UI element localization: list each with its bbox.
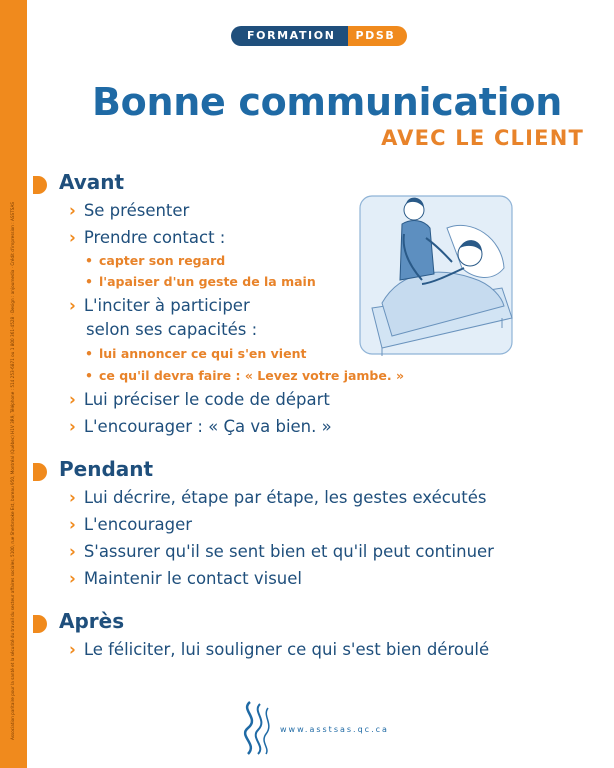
badge-formation: FORMATION [231, 26, 348, 46]
section-marker [33, 615, 47, 633]
asstsas-logo-icon [236, 698, 276, 758]
section-marker [33, 176, 47, 194]
page-title: Bonne communication [92, 80, 562, 124]
caregiver-patient-illustration [352, 188, 518, 358]
list-item: › Se présenter [69, 201, 190, 220]
formation-badge [231, 26, 407, 46]
list-item: › L'encourager [69, 515, 193, 534]
badge-pdsb: PDSB [348, 26, 408, 46]
list-item: › S'assurer qu'il se sent bien et qu'il peut continuer [69, 542, 494, 561]
section-heading-apres: Après [59, 609, 125, 633]
sub-item: • capter son regard [85, 253, 226, 268]
chevron-right-icon: › [69, 201, 76, 220]
list-item: › Le féliciter, lui souligner ce qui s'est bien déroulé [69, 640, 490, 659]
list-item-continuation: selon ses capacités : [86, 320, 258, 339]
chevron-right-icon: › [69, 417, 76, 436]
section-marker [33, 463, 47, 481]
list-item: › L'inciter à participer [69, 296, 250, 315]
bullet-icon: • [85, 274, 93, 289]
chevron-right-icon: › [69, 228, 76, 247]
chevron-right-icon: › [69, 390, 76, 409]
section-heading-avant: Avant [59, 170, 125, 194]
list-item: › Maintenir le contact visuel [69, 569, 303, 588]
sub-item: • l'apaiser d'un geste de la main [85, 274, 316, 289]
sidebar-fine-print: Association paritaire pour la santé et la sécurité du travail du secteur affaires sociales, 5100, rue Sherbrooke Est, bureau 950, Montréal (Québec) H1V 3R9, Téléphone : 514 253-6871 ou 1 800 361-4528 · Design : anjoumedia · Crédit d'impression : ASSTSAS [10, 201, 15, 740]
bullet-icon: • [85, 346, 93, 361]
chevron-right-icon: › [69, 640, 76, 659]
bullet-icon: • [85, 368, 93, 383]
left-orange-bar [0, 0, 27, 768]
bullet-icon: • [85, 253, 93, 268]
chevron-right-icon: › [69, 569, 76, 588]
list-item: › Lui préciser le code de départ [69, 390, 330, 409]
sub-item: • ce qu'il devra faire : « Levez votre jambe. » [85, 368, 405, 383]
chevron-right-icon: › [69, 488, 76, 507]
list-item: › Lui décrire, étape par étape, les gestes exécutés [69, 488, 487, 507]
list-item: › Prendre contact : [69, 228, 226, 247]
chevron-right-icon: › [69, 515, 76, 534]
sub-item: • lui annoncer ce qui s'en vient [85, 346, 307, 361]
chevron-right-icon: › [69, 542, 76, 561]
section-heading-pendant: Pendant [59, 457, 154, 481]
list-item: › L'encourager : « Ça va bien. » [69, 417, 332, 436]
page-subtitle: AVEC LE CLIENT [381, 126, 584, 150]
footer-url: www.asstsas.qc.ca [280, 725, 389, 734]
chevron-right-icon: › [69, 296, 76, 315]
